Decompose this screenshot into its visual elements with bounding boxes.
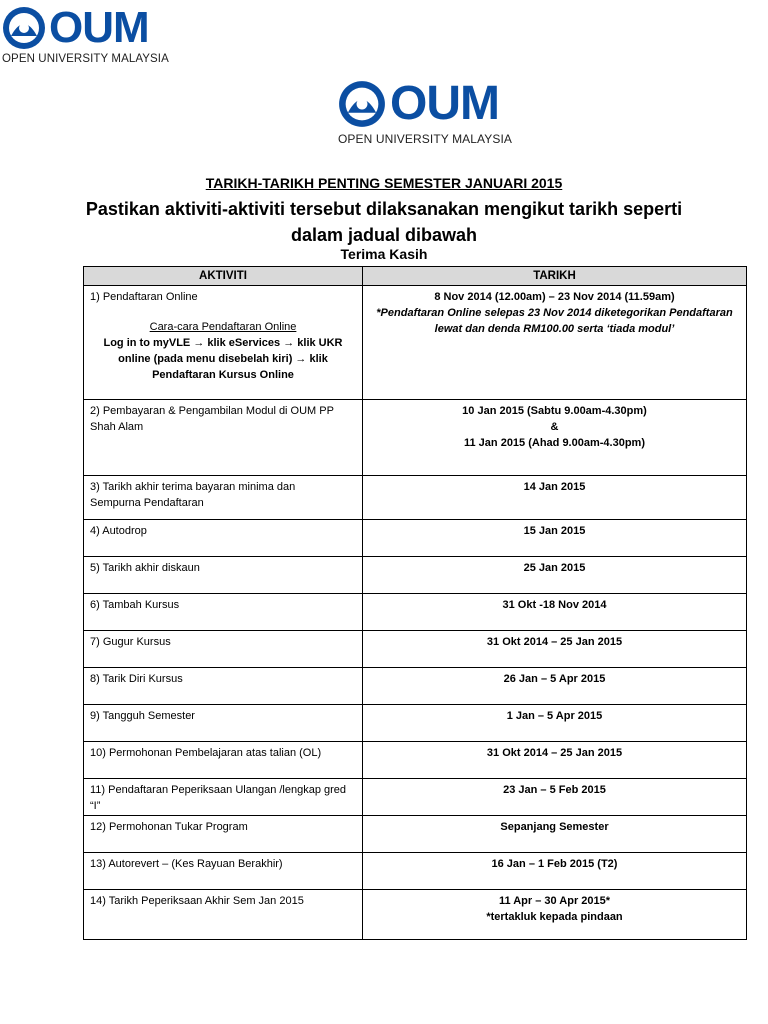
activity-cell: 12) Permohonan Tukar Program [84, 816, 363, 853]
date-cell: 23 Jan – 5 Feb 2015 [363, 779, 747, 816]
activity-text: “I” [90, 800, 101, 812]
activity-cell: 4) Autodrop [84, 520, 363, 557]
table-row [84, 557, 747, 594]
date-cell: Sepanjang Semester [363, 816, 747, 853]
schedule-table [83, 266, 747, 940]
date-text: 10 Jan 2015 (Sabtu 9.00am-4.30pm) [462, 405, 647, 417]
late-note: lewat dan denda RM100.00 serta ‘tiada modul’ [434, 323, 675, 335]
activity-cell: 9) Tangguh Semester [84, 705, 363, 742]
table-row [84, 631, 747, 668]
date-text: *tertakluk kepada pindaan [486, 911, 623, 923]
logo-caption: OPEN UNIVERSITY MALAYSIA [338, 132, 513, 146]
table-row [84, 476, 747, 520]
activity-cell [84, 400, 363, 476]
header-activity: AKTIVITI [84, 267, 363, 286]
date-text: 11 Apr – 30 Apr 2015* [498, 895, 611, 907]
header-date: TARIKH [363, 267, 747, 286]
howto-line: Pendaftaran Kursus Online [152, 369, 294, 381]
howto-line: online (pada menu disebelah kiri) → klik [118, 353, 328, 365]
date-cell: 31 Okt 2014 – 25 Jan 2015 [363, 742, 747, 779]
howto-line: Log in to myVLE → klik eServices → klik UKR [103, 337, 343, 349]
table-row [84, 742, 747, 779]
table-row [84, 816, 747, 853]
oum-logo-large [338, 77, 513, 146]
table-row [84, 853, 747, 890]
table-header-row [84, 267, 747, 286]
activity-cell: 14) Tarikh Peperiksaan Akhir Sem Jan 2015 [84, 890, 363, 940]
date-cell [363, 286, 747, 400]
table-row [84, 890, 747, 940]
activity-cell: 7) Gugur Kursus [84, 631, 363, 668]
date-cell [363, 400, 747, 476]
table-row [84, 668, 747, 705]
table-row [84, 286, 747, 400]
activity-text: 1) Pendaftaran Online [90, 291, 198, 303]
date-text: & [550, 421, 559, 433]
howto-title: Cara-cara Pendaftaran Online [149, 321, 297, 333]
oum-logo-small [2, 3, 169, 66]
table-row [84, 594, 747, 631]
logo-caption: OPEN UNIVERSITY MALAYSIA [2, 53, 169, 65]
table-row [84, 520, 747, 557]
date-cell: 31 Okt -18 Nov 2014 [363, 594, 747, 631]
activity-cell [84, 286, 363, 400]
activity-text: 11) Pendaftaran Peperiksaan Ulangan /lengkap gred [90, 784, 347, 796]
instruction-line-2: dalam jadual dibawah [290, 225, 478, 245]
table-row [84, 400, 747, 476]
date-text: 11 Jan 2015 (Ahad 9.00am-4.30pm) [464, 437, 645, 449]
instruction-line-1: Pastikan aktiviti-aktiviti tersebut dilaksanakan mengikut tarikh seperti [85, 199, 683, 219]
registration-howto [90, 319, 356, 383]
logo-wordmark: OUM [49, 3, 149, 52]
activity-text: Shah Alam [90, 421, 144, 433]
late-note: *Pendaftaran Online selepas 23 Nov 2014 diketegorikan Pendaftaran [376, 307, 733, 319]
activity-text: 3) Tarikh akhir terima bayaran minima dan [90, 481, 296, 493]
globe-icon [2, 6, 46, 50]
activity-cell: 8) Tarik Diri Kursus [84, 668, 363, 705]
activity-cell: 13) Autorevert – (Kes Rayuan Berakhir) [84, 853, 363, 890]
table-row [84, 779, 747, 816]
date-cell: 1 Jan – 5 Apr 2015 [363, 705, 747, 742]
globe-icon [338, 80, 386, 128]
thanks-text: Terima Kasih [340, 246, 428, 262]
date-cell: 15 Jan 2015 [363, 520, 747, 557]
activity-text: 2) Pembayaran & Pengambilan Modul di OUM PP [90, 405, 334, 417]
date-cell: 26 Jan – 5 Apr 2015 [363, 668, 747, 705]
activity-cell [84, 779, 363, 816]
date-cell [363, 890, 747, 940]
date-text: 8 Nov 2014 (12.00am) – 23 Nov 2014 (11.59am) [434, 291, 675, 303]
document-title: TARIKH-TARIKH PENTING SEMESTER JANUARI 2015 [205, 175, 563, 191]
logo-wordmark: OUM [390, 77, 499, 130]
activity-text: Sempurna Pendaftaran [90, 497, 204, 509]
activity-cell: 5) Tarikh akhir diskaun [84, 557, 363, 594]
date-cell: 14 Jan 2015 [363, 476, 747, 520]
activity-cell: 6) Tambah Kursus [84, 594, 363, 631]
activity-cell [84, 476, 363, 520]
date-cell: 16 Jan – 1 Feb 2015 (T2) [363, 853, 747, 890]
table-row [84, 705, 747, 742]
date-cell: 25 Jan 2015 [363, 557, 747, 594]
date-cell: 31 Okt 2014 – 25 Jan 2015 [363, 631, 747, 668]
instruction-text [60, 196, 708, 248]
activity-cell: 10) Permohonan Pembelajaran atas talian (OL) [84, 742, 363, 779]
